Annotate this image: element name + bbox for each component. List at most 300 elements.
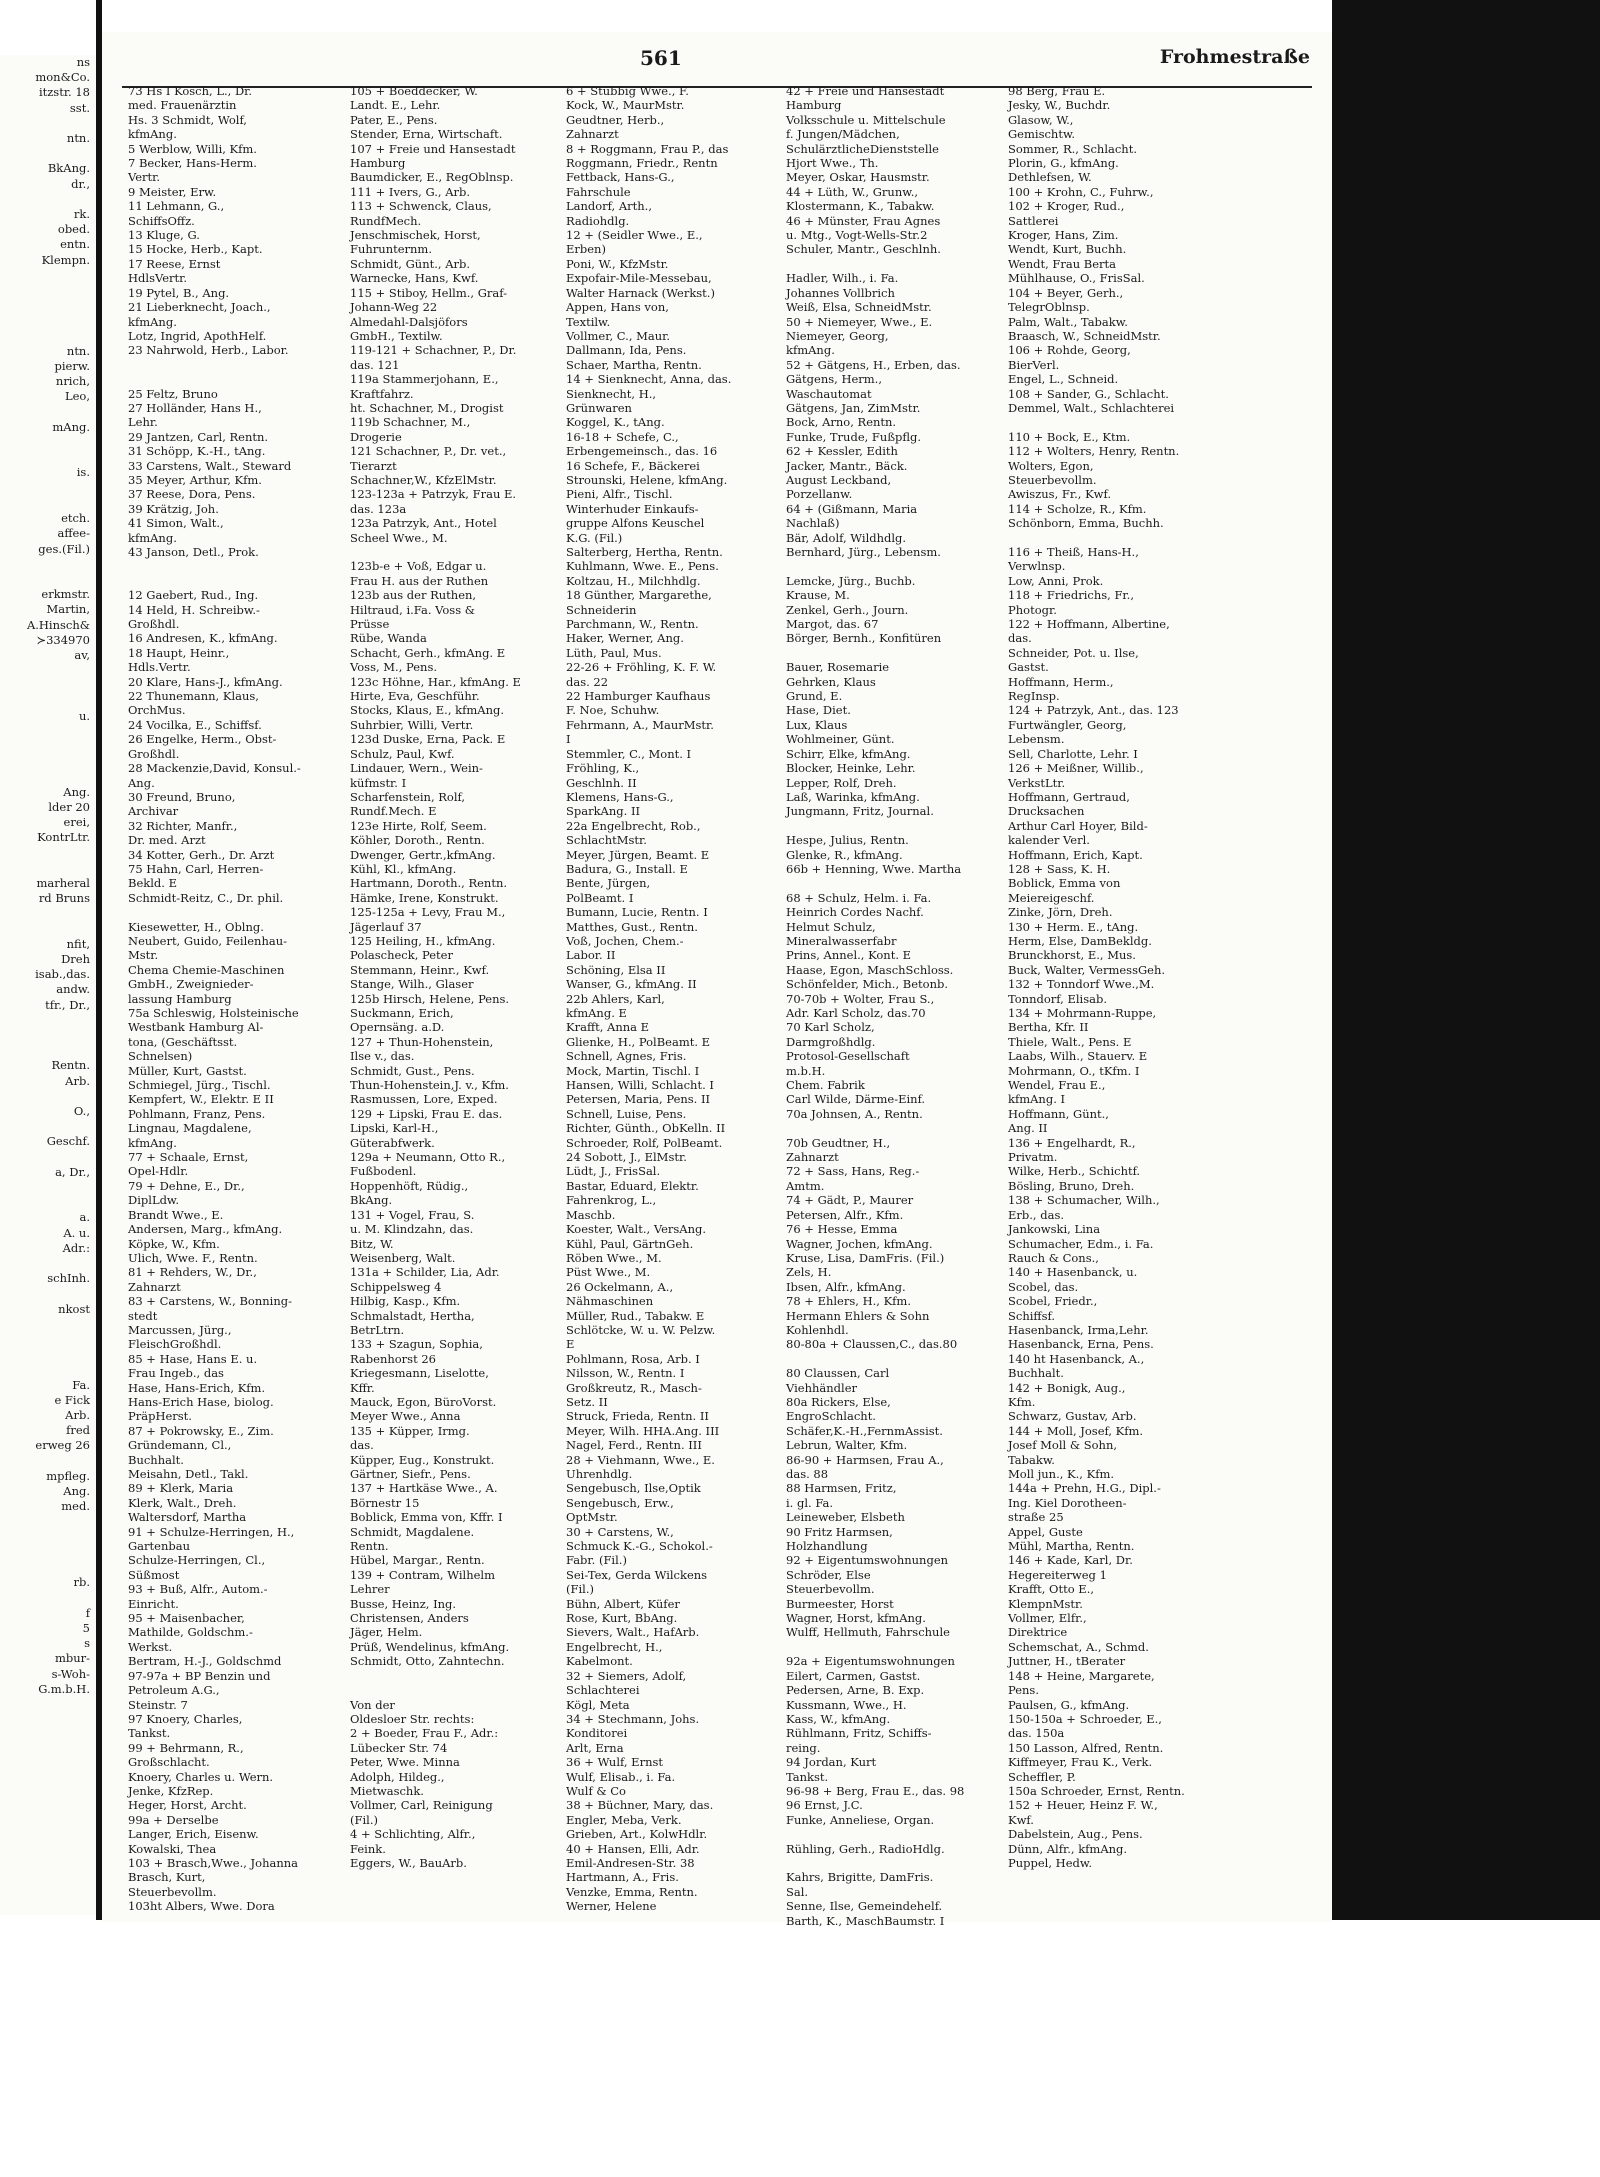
directory-line: f. Jungen/Mädchen, — [786, 127, 900, 142]
directory-line: Zahnarzt — [566, 127, 619, 142]
margin-line: G.m.b.H. — [38, 1681, 90, 1696]
directory-line: 81 + Rehders, W., Dr., — [128, 1265, 257, 1280]
directory-line: Sienknecht, H., — [566, 386, 657, 401]
directory-line: Petroleum A.G., — [128, 1683, 220, 1698]
directory-line: Schmidt, Otto, Zahntechn. — [350, 1654, 505, 1669]
directory-line: Küpper, Eug., Konstrukt. — [350, 1452, 495, 1467]
directory-line: 140 + Hasenbanck, u. — [1008, 1265, 1138, 1280]
directory-line: Voss, M., Pens. — [350, 660, 438, 675]
directory-line — [786, 1827, 998, 1841]
directory-line: Mauck, Egon, BüroVorst. — [350, 1394, 497, 1409]
directory-line: Meyer, Wilh. HHA.Ang. III — [566, 1423, 720, 1438]
directory-line: Suhrbier, Willi, Vertr. — [350, 717, 474, 732]
directory-line: 14 Held, H. Schreibw.- — [128, 602, 260, 617]
directory-line: Vollmer, Carl, Reinigung — [350, 1798, 493, 1813]
directory-line: 64 + (Gißmann, Maria — [786, 501, 918, 516]
directory-line: Kempfert, W., Elektr. E II — [128, 1092, 274, 1107]
margin-line — [0, 724, 96, 739]
directory-line: 131a + Schilder, Lia, Adr. — [350, 1265, 500, 1280]
directory-line: 125 Heiling, H., kfmAng. — [350, 933, 496, 948]
directory-line: Winterhuder Einkaufs- — [566, 501, 699, 516]
directory-line: Opel-Hdlr. — [128, 1164, 189, 1179]
directory-line: Kwf. — [1008, 1812, 1034, 1827]
margin-line: dr., — [71, 176, 90, 191]
directory-line: Krafft, Otto E., — [1008, 1582, 1095, 1597]
directory-line: Hilbig, Kasp., Kfm. — [350, 1294, 461, 1309]
directory-line: 36 + Wulf, Ernst — [566, 1755, 663, 1770]
margin-line: KontrLtr. — [37, 830, 90, 845]
directory-line: 99a + Derselbe — [128, 1812, 219, 1827]
margin-line: erei, — [63, 815, 90, 830]
directory-line: 119-121 + Schachner, P., Dr. — [350, 343, 517, 358]
directory-line: 91 + Schulze-Herringen, H., — [128, 1524, 295, 1539]
directory-line: 70 Karl Scholz, — [786, 1020, 875, 1035]
directory-line: Haker, Werner, Ang. — [566, 631, 684, 646]
margin-line: etch. — [61, 511, 90, 526]
directory-line: Fehrmann, A., MaurMstr. — [566, 717, 714, 732]
margin-line — [0, 1317, 96, 1332]
directory-line — [128, 372, 340, 386]
margin-line: entn. — [60, 237, 90, 252]
directory-line: Hjort Wwe., Th. — [786, 156, 879, 171]
directory-line: Kfm. — [1008, 1394, 1036, 1409]
directory-line: Hirte, Eva, Geschführ. — [350, 689, 480, 704]
directory-line: Klerk, Walt., Dreh. — [128, 1495, 237, 1510]
column-1 — [128, 84, 340, 1914]
directory-line: Bitz, W. — [350, 1236, 394, 1251]
directory-line: Weiß, Elsa, SchneidMstr. — [786, 300, 932, 315]
directory-line: Koester, Walt., VersAng. — [566, 1222, 707, 1237]
directory-line: 25 Feltz, Bruno — [128, 386, 218, 401]
directory-line: Pohlmann, Franz, Pens. — [128, 1106, 266, 1121]
directory-line: 79 + Dehne, E., Dr., — [128, 1178, 245, 1193]
directory-line: Schmalstadt, Hertha, — [350, 1308, 475, 1323]
margin-line — [0, 146, 96, 161]
margin-line — [0, 192, 96, 207]
directory-line: Hoffmann, Erich, Kapt. — [1008, 847, 1143, 862]
directory-line: Emil-Andresen-Str. 38 — [566, 1855, 695, 1870]
directory-line: Schnell, Agnes, Fris. — [566, 1049, 687, 1064]
directory-line: Schemschat, A., Schmd. — [1008, 1639, 1149, 1654]
directory-line: Landorf, Arth., — [566, 199, 652, 214]
directory-line: Schaer, Martha, Rentn. — [566, 357, 702, 372]
directory-line: Johann-Weg 22 — [350, 300, 438, 315]
directory-line: Vollmer, C., Maur. — [566, 328, 671, 343]
directory-line: Appen, Hans von, — [566, 300, 669, 315]
margin-line: nkost — [58, 1301, 90, 1316]
directory-line: Kiesewetter, H., Oblng. — [128, 919, 264, 934]
directory-line: 73 Hs I Kosch, L., Dr. — [128, 84, 253, 98]
directory-line: Herm, Else, DamBekldg. — [1008, 933, 1152, 948]
margin-line — [0, 1347, 96, 1362]
directory-line: 86-90 + Harmsen, Frau A., — [786, 1452, 944, 1467]
directory-line: Vertr. — [128, 170, 161, 185]
directory-line: 130 + Herm. E., tAng. — [1008, 919, 1139, 934]
directory-line: Mühlhause, O., FrisSal. — [1008, 271, 1145, 286]
directory-line: Bekld. E — [128, 876, 177, 891]
directory-line: Lotz, Ingrid, ApothHelf. — [128, 328, 267, 343]
margin-line: Rentn. — [51, 1058, 90, 1073]
directory-line: Carl Wilde, Därme-Einf. — [786, 1092, 926, 1107]
margin-line: u. — [78, 708, 90, 723]
margin-line: rk. — [73, 207, 90, 222]
directory-line: Buchhalt. — [1008, 1366, 1064, 1381]
directory-line: Schulze-Herringen, Cl., — [128, 1553, 266, 1568]
directory-line: Matthes, Gust., Rentn. — [566, 919, 698, 934]
directory-line: Lingnau, Magdalene, — [128, 1121, 252, 1136]
margin-line: ges.(Fil.) — [38, 541, 90, 556]
directory-line: Hoffmann, Günt., — [1008, 1106, 1109, 1121]
directory-line: Dallmann, Ida, Pens. — [566, 343, 687, 358]
directory-line: 22b Ahlers, Karl, — [566, 991, 665, 1006]
margin-line: a, Dr., — [55, 1164, 90, 1179]
directory-line: Bente, Jürgen, — [566, 876, 651, 891]
directory-line: Ulich, Wwe. F., Rentn. — [128, 1250, 258, 1265]
directory-line: Hiltraud, i.Fa. Voss & — [350, 602, 476, 617]
directory-line: lassung Hamburg — [128, 991, 232, 1006]
directory-line: Bertha, Kfr. II — [1008, 1020, 1089, 1035]
directory-line: 75 Hahn, Carl, Herren- — [128, 861, 264, 876]
margin-line — [0, 694, 96, 709]
directory-line: 119a Stammerjohann, E., — [350, 372, 499, 387]
directory-line — [786, 257, 998, 271]
directory-line: Viehhändler — [786, 1380, 858, 1395]
directory-line: 122 + Hoffmann, Albertine, — [1008, 617, 1170, 632]
margin-line: fred — [66, 1423, 90, 1438]
directory-line: gruppe Alfons Keuschel — [566, 516, 705, 531]
directory-line: Lepper, Rolf, Dreh. — [786, 775, 897, 790]
directory-line: Archivar — [128, 804, 179, 819]
directory-line: 70-70b + Wolter, Frau S., — [786, 991, 935, 1006]
directory-line: 50 + Niemeyer, Wwe., E. — [786, 314, 933, 329]
directory-line: Protosol-Gesellschaft — [786, 1049, 910, 1064]
directory-line: Volksschule u. Mittelschule — [786, 112, 946, 127]
margin-line: itzstr. 18 — [38, 85, 90, 100]
directory-line: Marcussen, Jürg., — [128, 1322, 232, 1337]
directory-line: 92a + Eigentumswohnungen — [786, 1654, 955, 1669]
directory-line: 2 + Boeder, Frau F., Adr.: — [350, 1726, 499, 1741]
directory-line: Sievers, Walt., HafArb. — [566, 1625, 700, 1640]
margin-line: Arb. — [65, 1408, 90, 1423]
directory-line: Hübel, Margar., Rentn. — [350, 1553, 485, 1568]
directory-line: Gemischtw. — [1008, 127, 1076, 142]
directory-line: 28 + Viehmann, Wwe., E. — [566, 1452, 715, 1467]
directory-line: Schumacher, Edm., i. Fa. — [1008, 1236, 1154, 1251]
directory-line: Schwarz, Gustav, Arb. — [1008, 1409, 1137, 1424]
directory-line: Lüdt, J., FrisSal. — [566, 1164, 661, 1179]
directory-line: 89 + Klerk, Maria — [128, 1481, 234, 1496]
directory-line: 44 + Lüth, W., Grunw., — [786, 184, 919, 199]
directory-line: Schlachterei — [566, 1683, 640, 1698]
directory-line: Moll jun., K., Kfm. — [1008, 1467, 1115, 1481]
directory-line: Ang. II — [1008, 1121, 1048, 1136]
directory-line: Glenke, R., kfmAng. — [786, 847, 903, 862]
directory-line: Schiffsf. — [1008, 1308, 1055, 1323]
directory-line: Almedahl-Dalsjöfors — [350, 314, 468, 329]
directory-line: SchlachtMstr. — [566, 833, 647, 848]
directory-line: 4 + Schlichting, Alfr., — [350, 1827, 476, 1842]
directory-line: Arlt, Erna — [566, 1740, 624, 1755]
directory-line: Lipski, Karl-H., — [350, 1121, 439, 1136]
directory-line: 70a Johnsen, A., Rentn. — [786, 1106, 923, 1121]
directory-line: Pedersen, Arne, B. Exp. — [786, 1683, 925, 1698]
directory-line: Schnell, Luise, Pens. — [566, 1106, 687, 1121]
directory-line: Süßmost — [128, 1567, 180, 1582]
directory-line: 30 + Carstens, W., — [566, 1524, 674, 1539]
directory-line: SchulärztlicheDienststelle — [786, 141, 939, 156]
directory-line: Mock, Martin, Tischl. I — [566, 1063, 700, 1078]
directory-line: DiplLdw. — [128, 1193, 180, 1208]
directory-line: Palm, Walt., Tabakw. — [1008, 314, 1128, 329]
directory-line: 103ht Albers, Wwe. Dora — [128, 1899, 275, 1914]
margin-line — [0, 1545, 96, 1560]
directory-line: Stemmler, C., Mont. I — [566, 746, 692, 761]
directory-line: Bumann, Lucie, Rentn. I — [566, 905, 708, 920]
directory-line: Uhrenhdlg. — [566, 1467, 633, 1481]
directory-line: Sal. — [786, 1884, 809, 1899]
directory-line: Müller, Rud., Tabakw. E — [566, 1308, 705, 1323]
directory-line: Prüß, Wendelinus, kfmAng. — [350, 1639, 510, 1654]
directory-line: Bastar, Eduard, Elektr. — [566, 1178, 699, 1193]
directory-line: 6 + Stubbig Wwe., F. — [566, 84, 689, 98]
directory-line: I — [566, 732, 571, 747]
directory-line: 123b aus der Ruthen, — [350, 588, 477, 603]
directory-line: 123b-e + Voß, Edgar u. — [350, 559, 487, 574]
directory-line: 92 + Eigentumswohnungen — [786, 1553, 949, 1568]
directory-line: Strounski, Helene, kfmAng. — [566, 472, 728, 487]
directory-line: Wagner, Jochen, kfmAng. — [786, 1236, 933, 1251]
directory-line: Scheffler, P. — [1008, 1769, 1076, 1784]
margin-line — [0, 329, 96, 344]
directory-line: 15 Hocke, Herb., Kapt. — [128, 242, 263, 257]
directory-line: Vollmer, Elfr., — [1008, 1611, 1087, 1626]
directory-line: Schöning, Elsa II — [566, 962, 666, 977]
margin-line — [0, 846, 96, 861]
directory-line: Fröhling, K., — [566, 761, 640, 776]
directory-line: Großkreutz, R., Masch- — [566, 1380, 702, 1395]
directory-line: Püst Wwe., M. — [566, 1265, 651, 1280]
directory-line: 103 + Brasch,Wwe., Johanna — [128, 1855, 299, 1870]
directory-line: 74 + Gädt, P., Maurer — [786, 1193, 914, 1208]
margin-line — [0, 1013, 96, 1028]
directory-line: 139 + Contram, Wilhelm — [350, 1567, 495, 1582]
directory-line: Warnecke, Hans, Kwf. — [350, 271, 479, 286]
directory-line: Senne, Ilse, Gemeindehelf. — [786, 1899, 943, 1914]
margin-line — [0, 1043, 96, 1058]
directory-line: Werner, Helene — [566, 1899, 657, 1914]
directory-line: Schmidt, Günt., Arb. — [350, 256, 471, 271]
directory-line: Geschlnh. II — [566, 775, 637, 790]
directory-line: Blocker, Heinke, Lehr. — [786, 761, 916, 776]
directory-line: Verwlnsp. — [1008, 559, 1066, 574]
directory-line: kalender Verl. — [1008, 833, 1090, 848]
directory-line: Sengebusch, Ilse,Optik — [566, 1481, 701, 1496]
margin-line: ns — [76, 55, 90, 69]
directory-line: 133 + Szagun, Sophia, — [350, 1337, 483, 1352]
directory-line: 62 + Kessler, Edith — [786, 444, 898, 459]
directory-line: Johannes Vollbrich — [786, 285, 895, 300]
directory-line: Hdls.Vertr. — [128, 660, 191, 675]
directory-line: 7 Becker, Hans-Herm. — [128, 156, 257, 171]
directory-line: Glasow, W., — [1008, 112, 1074, 127]
margin-line: f — [85, 1605, 90, 1620]
margin-line — [0, 1150, 96, 1165]
directory-line: Schmiegel, Jürg., Tischl. — [128, 1078, 271, 1093]
directory-line: Nilsson, W., Rentn. I — [566, 1366, 685, 1381]
directory-line: 33 Carstens, Walt., Steward — [128, 458, 292, 473]
directory-line: Gätgens, Herm., — [786, 372, 882, 387]
directory-line: 110 + Bock, E., Ktm. — [1008, 429, 1131, 444]
directory-line: tona, (Geschäftsst. — [128, 1034, 238, 1049]
directory-line: Schirr, Elke, kfmAng. — [786, 746, 911, 761]
margin-line: ≻334970 — [36, 632, 90, 647]
directory-line: das. 121 — [350, 357, 400, 372]
directory-line: 26 Ockelmann, A., — [566, 1279, 674, 1294]
directory-line: 104 + Beyer, Gerh., — [1008, 285, 1124, 300]
directory-line: Bauer, Rosemarie — [786, 660, 890, 675]
margin-line: Klempn. — [41, 252, 90, 267]
directory-line: Appel, Guste — [1008, 1524, 1083, 1539]
directory-line: Margot, das. 67 — [786, 617, 879, 632]
directory-line: BierVerl. — [1008, 357, 1060, 372]
directory-line: Kahrs, Brigitte, DamFris. — [786, 1870, 934, 1885]
directory-line: Lemcke, Jürg., Buchb. — [786, 573, 916, 588]
directory-line: 94 Jordan, Kurt — [786, 1755, 877, 1770]
directory-line: Prins, Annel., Kont. E — [786, 948, 912, 963]
directory-line: Hase, Hans-Erich, Kfm. — [128, 1380, 266, 1395]
directory-line: OptMstr. — [566, 1510, 618, 1525]
directory-line: Jungmann, Fritz, Journal. — [786, 804, 934, 819]
directory-line: Brunckhorst, E., Mus. — [1008, 948, 1136, 963]
directory-line: Grund, E. — [786, 689, 843, 704]
directory-line: 124 + Patrzyk, Ant., das. 123 — [1008, 703, 1179, 718]
directory-line: Polascheck, Peter — [350, 948, 453, 963]
directory-line: Prüsse — [350, 617, 390, 632]
margin-line: A.Hinsch& — [26, 617, 90, 632]
directory-line: 34 Kotter, Gerh., Dr. Arzt — [128, 847, 275, 862]
directory-line: Darmgroßhdlg. — [786, 1034, 876, 1049]
directory-line: Dünn, Alfr., kfmAng. — [1008, 1841, 1128, 1856]
directory-line: Schulz, Paul, Kwf. — [350, 746, 455, 761]
directory-line: Gastst. — [1008, 660, 1049, 675]
directory-line: 28 Mackenzie,David, Konsul.- — [128, 761, 301, 776]
directory-line: Scobel, das. — [1008, 1279, 1079, 1294]
directory-line: Müller, Kurt, Gastst. — [128, 1063, 247, 1078]
directory-line — [1008, 531, 1220, 545]
directory-line: Einricht. — [128, 1596, 179, 1611]
directory-line: EngroSchlacht. — [786, 1409, 876, 1424]
directory-page — [100, 32, 1332, 1928]
directory-line: Brasch, Kurt, — [128, 1870, 206, 1885]
directory-line: Erb., das. — [1008, 1207, 1064, 1222]
page-header — [100, 46, 1332, 74]
directory-line: 152 + Heuer, Heinz F. W., — [1008, 1798, 1158, 1813]
directory-line: Wanser, G., kfmAng. II — [566, 977, 697, 992]
directory-line: Hoffmann, Gertraud, — [1008, 789, 1130, 804]
directory-line — [1008, 415, 1220, 429]
directory-line: 77 + Schaale, Ernst, — [128, 1150, 249, 1165]
directory-line: Neubert, Guido, Feilenhau- — [128, 933, 288, 948]
street-heading: Frohmestraße — [1159, 46, 1310, 68]
directory-line: Expofair-Mile-Messebau, — [566, 271, 712, 286]
directory-line: Chema Chemie-Maschinen — [128, 962, 285, 977]
directory-line: Arthur Carl Hoyer, Bild- — [1008, 818, 1148, 833]
margin-line — [0, 557, 96, 572]
directory-line: kfmAng. — [128, 127, 177, 142]
directory-line: 105 + Boeddecker, W. — [350, 84, 478, 98]
directory-line: Hadler, Wilh., i. Fa. — [786, 271, 899, 286]
directory-line: Koltzau, H., Milchhdlg. — [566, 573, 701, 588]
directory-line: KlempnMstr. — [1008, 1596, 1083, 1611]
directory-line: Knoery, Charles u. Wern. — [128, 1769, 274, 1784]
scan-background-right — [1332, 0, 1600, 1920]
margin-line — [0, 1028, 96, 1043]
directory-line: 129a + Neumann, Otto R., — [350, 1150, 506, 1165]
margin-line — [0, 435, 96, 450]
directory-line: Mohrmann, O., tKfm. I — [1008, 1063, 1140, 1078]
directory-line: Eggers, W., BauArb. — [350, 1855, 467, 1870]
directory-line: Jacker, Mantr., Bäck. — [786, 458, 908, 473]
directory-line: Dabelstein, Aug., Pens. — [1008, 1827, 1143, 1842]
margin-line — [0, 678, 96, 693]
directory-line: Venzke, Emma, Rentn. — [566, 1884, 698, 1899]
directory-line: Hämke, Irene, Konstrukt. — [350, 890, 499, 905]
directory-line: Paulsen, G., kfmAng. — [1008, 1697, 1130, 1712]
directory-line: Sommer, R., Schlacht. — [1008, 141, 1137, 156]
directory-line: Rasmussen, Lore, Exped. — [350, 1092, 498, 1107]
column-3 — [566, 84, 776, 1914]
directory-line: 150a Schroeder, Ernst, Rentn. — [1008, 1783, 1185, 1798]
directory-line: das. — [1008, 631, 1032, 646]
margin-line: mpfleg. — [46, 1468, 90, 1483]
directory-line: Krause, M. — [786, 588, 850, 603]
directory-line — [128, 559, 340, 573]
margin-line — [0, 496, 96, 511]
directory-line: 85 + Hase, Hans E. u. — [128, 1351, 258, 1366]
directory-line: Meyer, Oskar, Hausmstr. — [786, 170, 930, 185]
margin-line — [0, 1180, 96, 1195]
directory-line: Ilse v., das. — [350, 1049, 415, 1064]
directory-line: Petersen, Maria, Pens. II — [566, 1092, 711, 1107]
directory-line: Klemens, Hans-G., — [566, 789, 674, 804]
directory-line: Funke, Trude, Fußpflg. — [786, 429, 922, 444]
directory-line: das. — [350, 1438, 374, 1453]
directory-line: Schippelsweg 4 — [350, 1279, 442, 1294]
directory-line: Heger, Horst, Archt. — [128, 1798, 247, 1813]
directory-line: 113 + Schwenck, Claus, — [350, 199, 492, 214]
directory-line: Braasch, W., SchneidMstr. — [1008, 328, 1161, 343]
directory-line: Schnelsen) — [128, 1049, 193, 1064]
directory-line: (Fil.) — [350, 1812, 378, 1827]
directory-line: Börnestr 15 — [350, 1495, 420, 1510]
directory-line — [128, 905, 340, 919]
directory-line: Wagner, Horst, kfmAng. — [786, 1611, 926, 1626]
margin-line: isab.,das. — [35, 967, 90, 982]
directory-line: Burmeester, Horst — [786, 1596, 894, 1611]
directory-line: das. 22 — [566, 674, 609, 689]
directory-line: 23 Nahrwold, Herb., Labor. — [128, 343, 289, 358]
directory-line: 31 Schöpp, K.-H., tAng. — [128, 444, 266, 459]
directory-line: Meyer Wwe., Anna — [350, 1409, 461, 1424]
directory-line: Pohlmann, Rosa, Arb. I — [566, 1351, 700, 1366]
directory-line: 112 + Wolters, Henry, Rentn. — [1008, 444, 1180, 459]
directory-line: Lebrun, Walter, Kfm. — [786, 1438, 908, 1453]
directory-line: Bertram, H.-J., Goldschmd — [128, 1654, 282, 1669]
directory-line: Hamburg — [350, 156, 406, 171]
directory-line: 95 + Maisenbacher, — [128, 1611, 245, 1626]
directory-line: Voß, Jochen, Chem.- — [566, 933, 684, 948]
directory-line: 97-97a + BP Benzin und — [128, 1668, 271, 1683]
